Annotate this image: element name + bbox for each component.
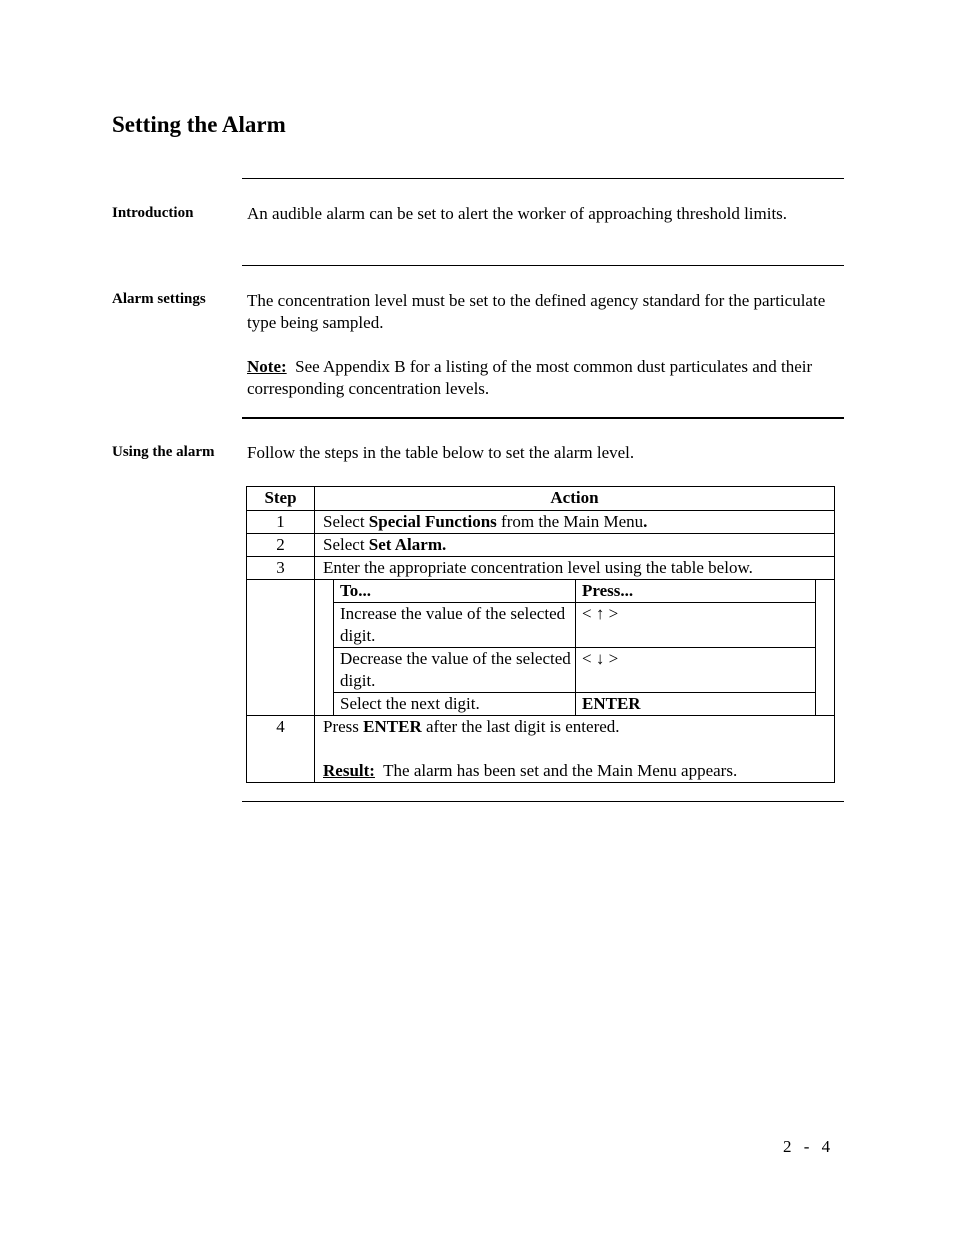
action-line <box>323 716 834 738</box>
alarm-settings-text <box>247 290 842 400</box>
result-line <box>323 760 834 782</box>
step-number: 4 <box>247 716 315 783</box>
introduction-text <box>247 203 842 225</box>
to-cell: Increase the value of the selected digit. <box>334 603 576 648</box>
nested-table-cell <box>315 580 835 716</box>
note-label: Note: <box>247 357 287 376</box>
action-bold: ENTER <box>363 717 422 736</box>
alarm-settings-label: Alarm settings <box>112 291 206 307</box>
result-text: The alarm has been set and the Main Menu appears. <box>383 761 738 780</box>
key-table <box>333 580 816 715</box>
step-number: 2 <box>247 534 315 557</box>
table-row <box>247 716 835 783</box>
introduction-label: Introduction <box>112 205 194 221</box>
action-bold: . <box>643 512 648 531</box>
table-row <box>334 693 816 716</box>
to-header: To... <box>334 580 576 603</box>
table-row <box>334 648 816 693</box>
section-divider <box>242 801 844 802</box>
page-number: 2 - 4 <box>783 1137 831 1156</box>
action-cell <box>315 511 835 534</box>
action-text: after the last digit is entered. <box>421 717 620 736</box>
section-divider <box>242 265 844 266</box>
action-text: from the Main Menu <box>496 512 644 531</box>
note-text: See Appendix B for a listing of the most common dust particulates and their corresponding concentration levels. <box>247 357 813 398</box>
up-arrow-icon: < ↑ > <box>576 603 816 648</box>
action-bold: Special Functions <box>368 512 497 531</box>
note-paragraph <box>247 356 842 400</box>
action-bold: Set Alarm. <box>368 535 447 554</box>
action-text: Press <box>323 717 364 736</box>
action-text: Select <box>323 512 369 531</box>
step-header: Step <box>247 487 315 511</box>
step-number: 1 <box>247 511 315 534</box>
section-divider <box>242 417 844 419</box>
table-header-row <box>247 487 835 511</box>
using-alarm-text <box>247 442 842 464</box>
result-label: Result: <box>323 761 375 780</box>
to-cell: Select the next digit. <box>334 693 576 716</box>
table-row <box>247 557 835 580</box>
table-row <box>247 534 835 557</box>
table-row <box>334 603 816 648</box>
using-alarm-label: Using the alarm <box>112 444 215 460</box>
press-cell: ENTER <box>576 693 816 716</box>
using-alarm-paragraph: Follow the steps in the table below to set the alarm level. <box>247 443 635 462</box>
action-cell: Enter the appropriate concentration level using the table below. <box>315 557 835 580</box>
action-cell <box>315 534 835 557</box>
key-table-header-row <box>334 580 816 603</box>
step-number: 3 <box>247 557 315 580</box>
down-arrow-icon: < ↓ > <box>576 648 816 693</box>
empty-step-cell <box>247 580 315 716</box>
action-cell <box>315 716 835 783</box>
table-row <box>247 511 835 534</box>
alarm-settings-paragraph: The concentration level must be set to the defined agency standard for the particulate type being sampled. <box>247 291 826 332</box>
press-header: Press... <box>576 580 816 603</box>
page-title: Setting the Alarm <box>112 112 286 137</box>
section-divider <box>242 178 844 179</box>
introduction-paragraph: An audible alarm can be set to alert the worker of approaching threshold limits. <box>247 204 788 223</box>
to-cell: Decrease the value of the selected digit. <box>334 648 576 693</box>
action-text: Select <box>323 535 369 554</box>
action-header: Action <box>315 487 835 511</box>
table-row <box>247 580 835 716</box>
steps-table <box>246 486 835 783</box>
